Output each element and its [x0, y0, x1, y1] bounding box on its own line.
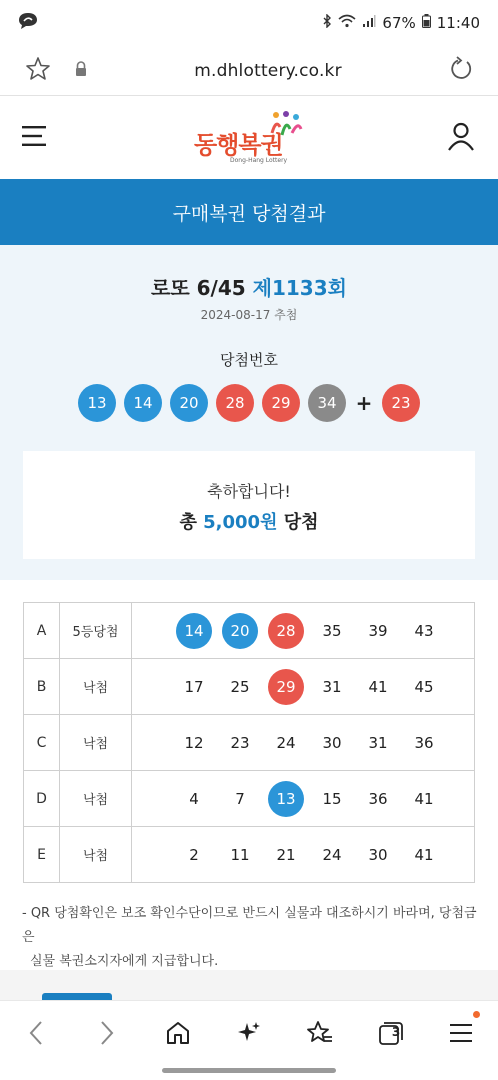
game-numbers [132, 771, 475, 827]
page-title-bar [0, 179, 498, 245]
logo-text: 동행복권 [194, 131, 283, 159]
forward-arrow-icon [99, 1020, 115, 1046]
site-header [0, 97, 498, 179]
battery-percent: 67% [382, 14, 416, 32]
ticket-row [24, 827, 475, 883]
ticket-row [24, 771, 475, 827]
bookmark-list-icon [306, 1020, 334, 1046]
winning-numbers [0, 384, 498, 422]
tab-count: 3 [391, 1024, 401, 1039]
winning-ball: 14 [124, 384, 162, 422]
winning-ball: 20 [170, 384, 208, 422]
ticket-number: 12 [184, 733, 204, 752]
total-amount: 5,000원 [203, 512, 278, 533]
ticket-number: 43 [414, 621, 434, 640]
game-numbers [132, 603, 475, 659]
ticket-row [24, 715, 475, 771]
ticket-number: 35 [322, 621, 342, 640]
signal-icon [362, 14, 376, 32]
game-result: 낙첨 [60, 659, 132, 715]
browser-url-bar [0, 46, 498, 96]
game-result: 낙첨 [60, 827, 132, 883]
ticket-results-table [23, 602, 475, 883]
numbers-list [171, 734, 474, 752]
clock: 11:40 [436, 14, 480, 32]
draw-round: 제1133회 [252, 276, 347, 300]
back-arrow-icon [28, 1020, 44, 1046]
game-numbers [132, 659, 475, 715]
game-result: 낙첨 [60, 715, 132, 771]
status-right [322, 14, 480, 32]
forward-button[interactable] [71, 1001, 142, 1065]
ticket-number: 2 [189, 845, 199, 864]
ticket-number: 17 [184, 677, 204, 696]
matched-number [263, 669, 309, 705]
matched-ball: 20 [222, 613, 258, 649]
draw-title [0, 272, 498, 301]
total-suffix: 당첨 [283, 512, 319, 533]
ticket-number: 45 [414, 677, 434, 696]
matched-number [263, 781, 309, 817]
matched-ball: 14 [176, 613, 212, 649]
matched-number [217, 613, 263, 649]
prize-summary-box [23, 451, 475, 559]
numbers-list [171, 613, 474, 649]
ticket-number: 25 [230, 677, 250, 696]
lock-icon[interactable] [74, 61, 88, 81]
ticket-number: 36 [414, 733, 434, 752]
winning-ball: 34 [308, 384, 346, 422]
winning-ball: 29 [262, 384, 300, 422]
ticket-number: 24 [322, 845, 342, 864]
logo-people-icon [268, 111, 304, 145]
browser-bottom-nav [0, 1000, 498, 1064]
ticket-row [24, 603, 475, 659]
tabs-button[interactable] [355, 1001, 426, 1065]
ticket-number: 41 [414, 845, 434, 864]
ticket-number: 4 [189, 789, 199, 808]
logo-subtext: Dong-Hang Lottery [230, 157, 288, 164]
matched-number [263, 613, 309, 649]
numbers-list [171, 669, 474, 705]
status-left [18, 12, 38, 34]
status-bar [0, 0, 498, 46]
ticket-row [24, 659, 475, 715]
reload-icon[interactable] [448, 56, 474, 86]
game-letter: D [24, 771, 60, 827]
bonus-ball: 23 [382, 384, 420, 422]
ticket-number: 41 [368, 677, 388, 696]
matched-number [171, 613, 217, 649]
matched-ball: 29 [268, 669, 304, 705]
ticket-number: 30 [368, 845, 388, 864]
game-letter: E [24, 827, 60, 883]
congrats-message: 축하합니다! [207, 482, 291, 501]
gesture-home-indicator[interactable] [162, 1068, 336, 1073]
ticket-number: 11 [230, 845, 250, 864]
bookmarks-button[interactable] [284, 1001, 355, 1065]
menu-icon[interactable] [22, 125, 48, 151]
battery-icon [422, 14, 431, 32]
ticket-number: 15 [322, 789, 342, 808]
ticket-number: 7 [235, 789, 245, 808]
ticket-number: 23 [230, 733, 250, 752]
home-icon [165, 1020, 191, 1046]
numbers-list [171, 846, 474, 864]
numbers-list [171, 781, 474, 817]
ai-sparkle-button[interactable] [213, 1001, 284, 1065]
winning-numbers-label: 당첨번호 [220, 351, 278, 369]
draw-date: 2024-08-17 추첨 [200, 308, 298, 322]
total-prefix: 총 [179, 512, 197, 533]
user-account-icon[interactable] [446, 121, 476, 155]
ticket-number: 21 [276, 845, 296, 864]
ticket-number: 31 [322, 677, 342, 696]
ticket-number: 24 [276, 733, 296, 752]
sparkle-icon [236, 1020, 262, 1046]
notice-line-2: 실물 복권소지자에게 지급합니다. [30, 954, 219, 969]
browser-menu-button[interactable] [426, 1001, 497, 1065]
ticket-number: 30 [322, 733, 342, 752]
plus-sign: + [355, 391, 373, 415]
game-numbers [132, 827, 475, 883]
home-button[interactable] [142, 1001, 213, 1065]
game-letter: C [24, 715, 60, 771]
matched-ball: 28 [268, 613, 304, 649]
matched-ball: 13 [268, 781, 304, 817]
game-result: 5등당첨 [60, 603, 132, 659]
total-prize [0, 508, 498, 534]
game-result: 낙첨 [60, 771, 132, 827]
qr-notice [22, 902, 482, 974]
game-letter: A [24, 603, 60, 659]
ticket-number: 36 [368, 789, 388, 808]
game-name: 로또 6/45 [151, 276, 246, 300]
hamburger-menu-icon [450, 1023, 474, 1043]
ticket-number: 31 [368, 733, 388, 752]
notice-line-1: - QR 당첨확인은 보조 확인수단이므로 반드시 실물과 대조하시기 바라며, 당첨금은 [22, 906, 477, 945]
chat-bubble-icon [18, 12, 38, 34]
page-title: 구매복권 당첨결과 [172, 202, 326, 225]
url-text[interactable]: m.dhlottery.co.kr [194, 60, 342, 81]
back-button[interactable] [0, 1001, 71, 1065]
site-logo[interactable] [194, 111, 304, 165]
ticket-number: 39 [368, 621, 388, 640]
game-letter: B [24, 659, 60, 715]
ticket-number: 41 [414, 789, 434, 808]
wifi-icon [338, 14, 356, 32]
bookmark-star-icon[interactable] [24, 55, 52, 87]
winning-ball: 28 [216, 384, 254, 422]
notification-dot [473, 1011, 480, 1018]
bluetooth-icon [322, 14, 332, 32]
game-numbers [132, 715, 475, 771]
winning-ball: 13 [78, 384, 116, 422]
